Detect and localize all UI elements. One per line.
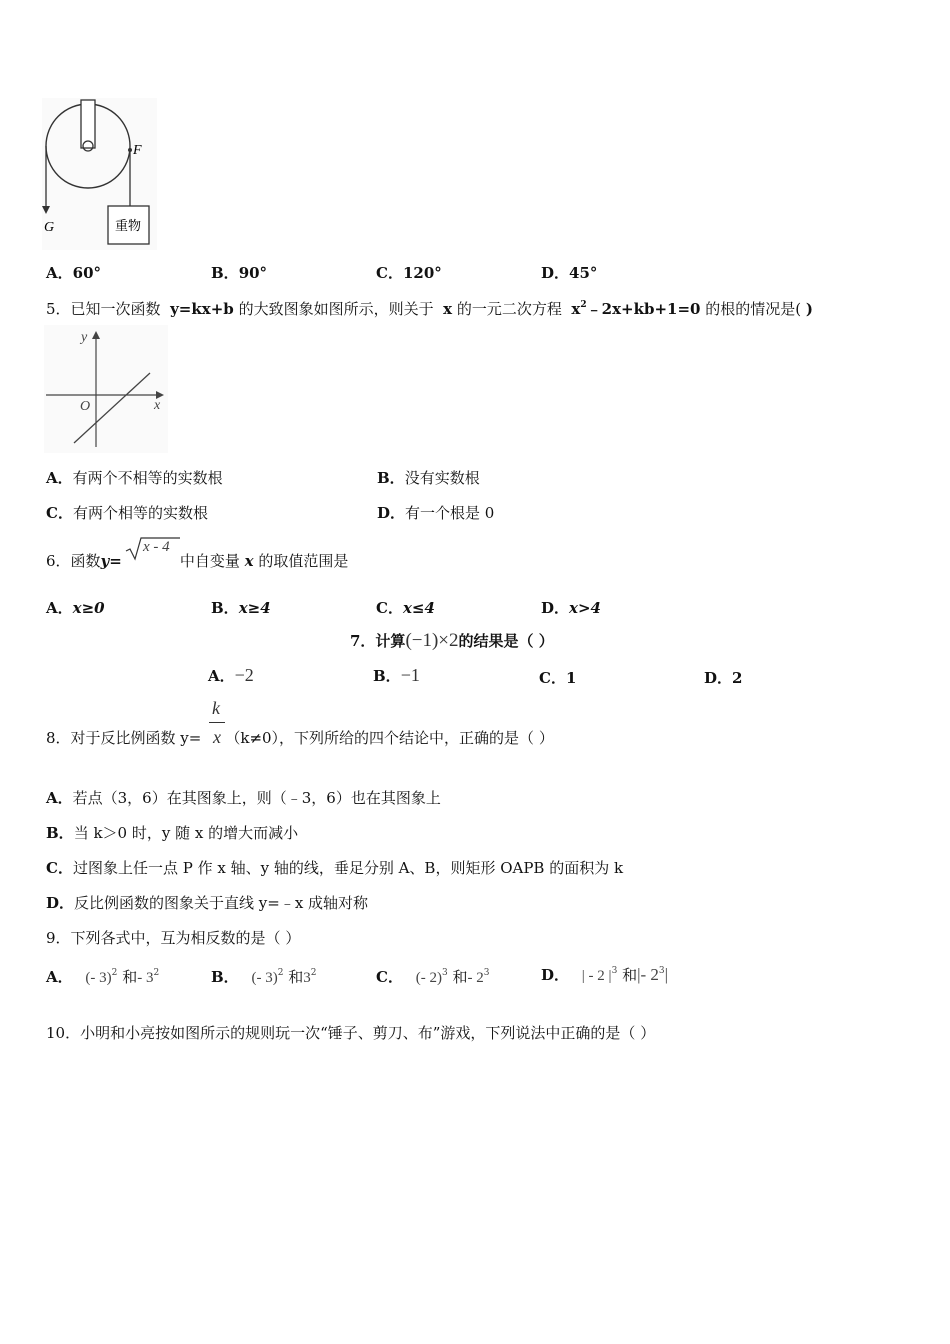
pulley-figure [42, 98, 157, 250]
q9-option-a: A． (- 3)$^2$ 和- $3^2$ [46, 968, 160, 986]
q6-option-c: C．x≤4 [376, 599, 435, 617]
q4-option-b: B．90° [211, 264, 268, 282]
q6-stem: 6．函数y= 中自变量 x 的取值范围是 [46, 552, 349, 570]
q8-stem: 8．对于反比例函数 y= （k≠0），下列所给的四个结论中，正确的是（ ） [46, 729, 554, 747]
label-origin: O [80, 399, 91, 414]
q9-option-b: B． (- 3)$^2$ 和$3^2$ [211, 968, 317, 986]
label-f: F [133, 143, 142, 158]
q5-option-d: D．有一个根是 0 [377, 504, 495, 522]
q8-fraction-denominator: x [213, 727, 221, 747]
q8-option-c: C．过图象上任一点 P 作 x 轴、y 轴的线，垂足分别 A、B，则矩形 OAPB 的面积为 k [46, 859, 624, 877]
q6-radicand: x - 4 [143, 539, 170, 555]
q9-option-d: D． | - 2 $|^3$ 和|- $2^3|$ [541, 965, 669, 984]
q5-stem: 5．已知一次函数 y=kx+b 的大致图象如图所示，则关于 x 的一元二次方程 $x^2﹣2x+kb+1=0$ 的根的情况是( ) [46, 300, 814, 318]
q7-option-a: A．−2 [208, 665, 254, 685]
q9-stem: 9．下列各式中，互为相反数的是（ ） [46, 929, 301, 947]
weight-label: 重物 [115, 218, 142, 233]
label-x: x [154, 398, 161, 413]
q9-option-c: C． (- 2)$^3$ 和- $2^3$ [376, 968, 490, 986]
q6-option-b: B．x≥4 [211, 599, 271, 617]
label-g: G [44, 220, 55, 235]
q6-option-a: A．x≥0 [46, 599, 105, 617]
q8-fraction-bar [209, 722, 225, 723]
label-y: y [81, 330, 88, 345]
q7-option-d: D．2 [704, 669, 743, 687]
q4-option-d: D．45° [541, 264, 598, 282]
q4-option-a: A．60° [46, 264, 102, 282]
q8-fraction-numerator: k [212, 698, 220, 718]
q7-stem: 7．计算(−1)×2的结果是（ ） [350, 630, 554, 651]
q5-option-c: C．有两个相等的实数根 [46, 504, 208, 522]
q8-option-b: B．当 k＞0 时，y 随 x 的增大而减小 [46, 824, 299, 842]
q5-linear-graph [44, 325, 168, 453]
q10-stem: 10．小明和小亮按如图所示的规则玩一次“锤子、剪刀、布”游戏，下列说法中正确的是（ ） [46, 1024, 656, 1042]
q7-option-b: B．−1 [373, 665, 420, 685]
q6-option-d: D．x>4 [541, 599, 601, 617]
q4-option-c: C．120° [376, 264, 442, 282]
q7-option-c: C．1 [539, 669, 577, 687]
q8-option-d: D．反比例函数的图象关于直线 y=﹣x 成轴对称 [46, 894, 369, 912]
q8-option-a: A．若点（3，6）在其图象上，则（﹣3，6）也在其图象上 [46, 789, 441, 807]
q5-option-b: B．没有实数根 [377, 469, 480, 487]
q5-option-a: A．有两个不相等的实数根 [46, 469, 223, 487]
